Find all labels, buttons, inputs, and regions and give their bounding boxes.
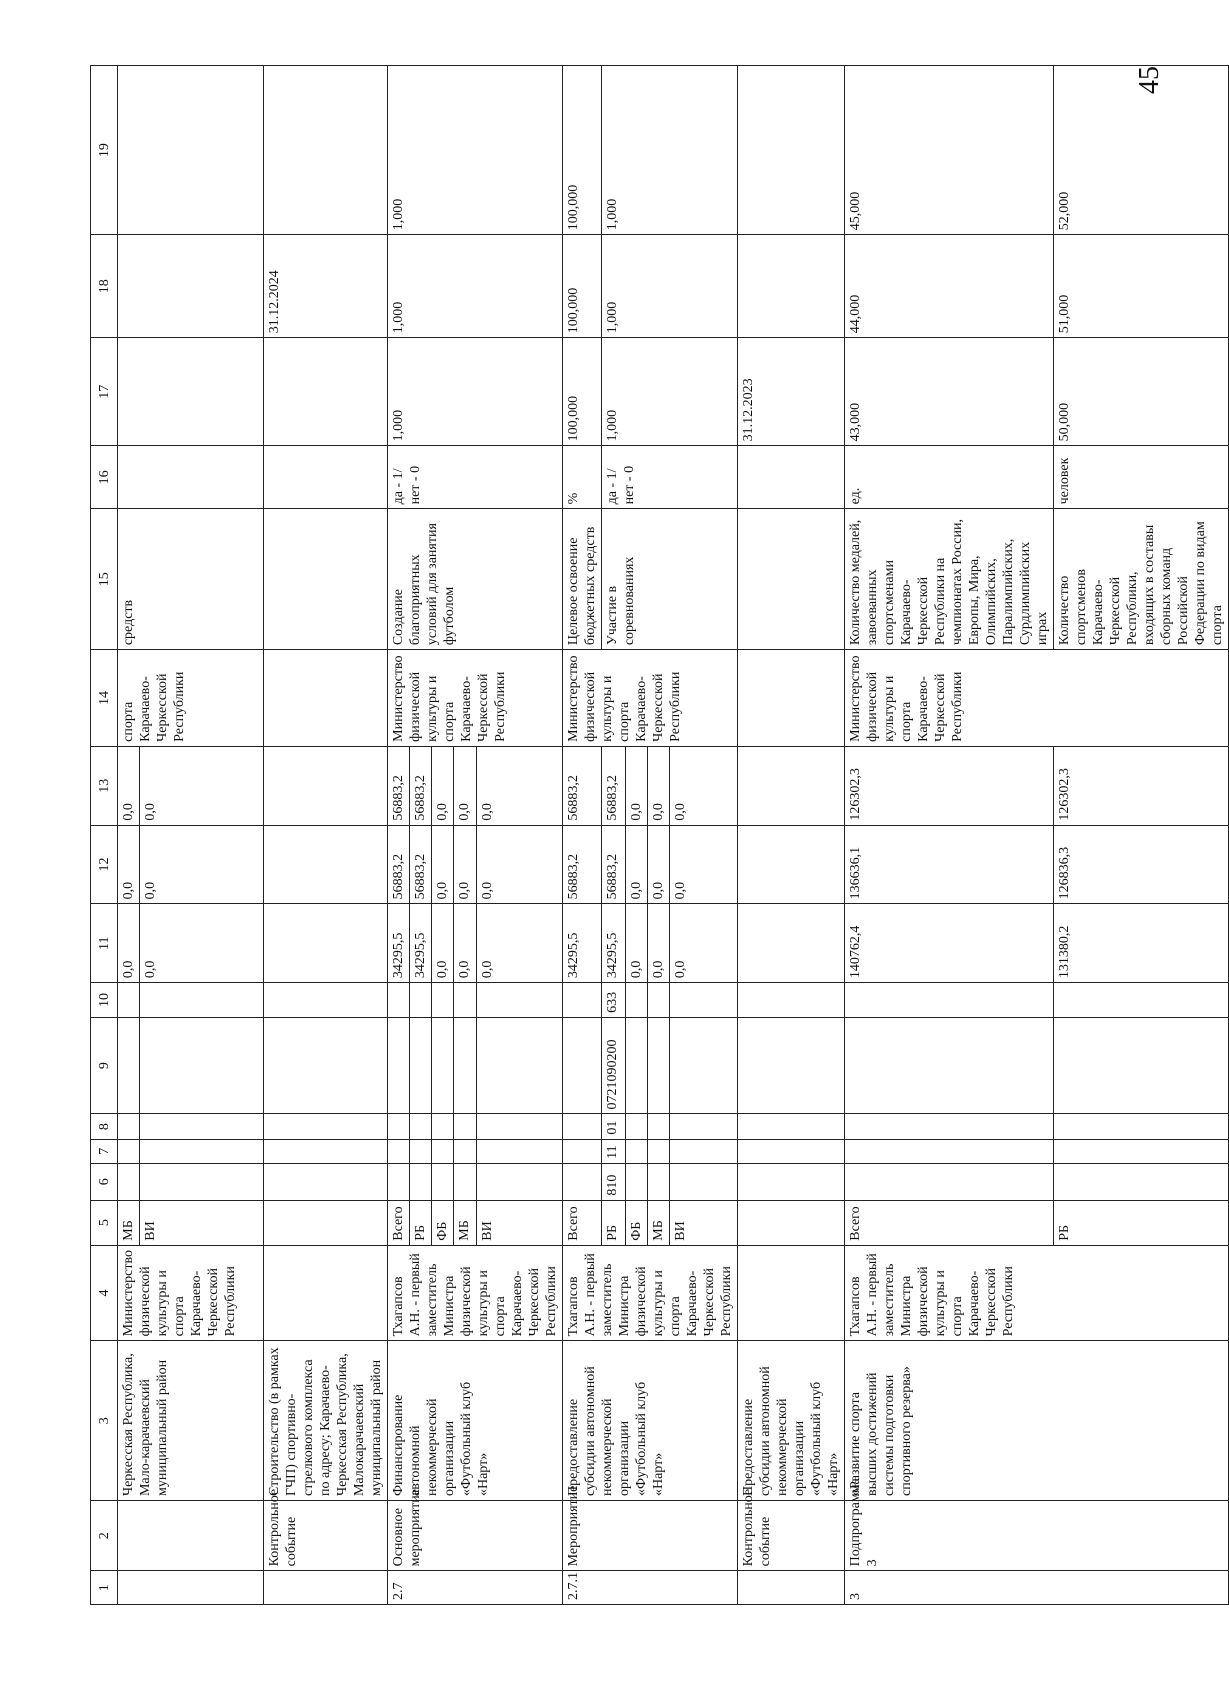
table-cell bbox=[264, 904, 388, 983]
table-cell bbox=[738, 1200, 845, 1245]
value-cell: 1,000 bbox=[388, 66, 563, 235]
type-cell: Контрольное событие bbox=[738, 1501, 845, 1571]
table-cell bbox=[626, 1114, 648, 1139]
table-cell bbox=[118, 1163, 140, 1200]
kbk-cell: 810 bbox=[602, 1163, 626, 1200]
table-cell bbox=[738, 1163, 845, 1200]
amount-cell: 0,0 bbox=[670, 825, 738, 904]
table-cell bbox=[264, 338, 388, 446]
title-cell: Строительство (в рамках ГЧП) спортивно-стрелкового комплекса по адресу; Карачаево-Черкесская Республика, Малокарачаевский муниципальный район bbox=[264, 1341, 388, 1501]
indicator-cell: Целевое освоение бюджетных средств bbox=[563, 509, 602, 650]
table-cell bbox=[626, 1163, 648, 1200]
table-cell bbox=[410, 1114, 432, 1139]
amount-cell: 131380,2 bbox=[1054, 904, 1229, 983]
amount-cell: 140762,4 bbox=[845, 904, 1054, 983]
responsible-cell: Тхагапсов А.Н. - первый заместитель Министра физической культуры и спорта Карачаево-Черкесской Республики bbox=[388, 1245, 563, 1341]
table-cell bbox=[388, 1114, 410, 1139]
amount-cell: 34295,5 bbox=[602, 904, 626, 983]
table-cell bbox=[432, 1114, 454, 1139]
table-cell bbox=[432, 1017, 454, 1114]
indicator-cell: средств bbox=[118, 509, 264, 650]
value-cell: 45,000 bbox=[845, 66, 1054, 235]
amount-cell: 56883,2 bbox=[410, 825, 432, 904]
amount-cell: 0,0 bbox=[670, 904, 738, 983]
amount-cell: 56883,2 bbox=[410, 746, 432, 825]
source-cell: Всего bbox=[845, 1200, 1054, 1245]
table-cell bbox=[264, 1200, 388, 1245]
indicator-cell: Участие в соревнованиях bbox=[602, 509, 738, 650]
table-cell bbox=[845, 1017, 1054, 1114]
table-cell bbox=[1054, 1139, 1229, 1163]
table-row bbox=[388, 66, 410, 1605]
table-cell bbox=[118, 1571, 264, 1605]
table-cell bbox=[264, 1571, 388, 1605]
table-cell bbox=[648, 1163, 670, 1200]
table-cell bbox=[410, 1017, 432, 1114]
amount-cell: 0,0 bbox=[648, 825, 670, 904]
table-cell bbox=[264, 650, 388, 747]
table-cell bbox=[738, 1114, 845, 1139]
table-cell bbox=[476, 983, 563, 1018]
responsible-cell: Тхагапсов А.Н. - первый заместитель Министра физической культуры и спорта Карачаево-Черкесской Республики bbox=[563, 1245, 738, 1341]
value-cell: 1,000 bbox=[602, 235, 738, 338]
amount-cell: 0,0 bbox=[626, 746, 648, 825]
amount-cell: 136636,1 bbox=[845, 825, 1054, 904]
col-num-19: 19 bbox=[91, 66, 118, 235]
table-cell bbox=[118, 446, 264, 509]
amount-cell: 56883,2 bbox=[602, 746, 626, 825]
table-cell bbox=[118, 1139, 140, 1163]
source-cell: РБ bbox=[1054, 1200, 1229, 1245]
amount-cell: 0,0 bbox=[454, 746, 476, 825]
title-cell: «Развитие спорта высших достижений системы подготовки спортивного резерва» bbox=[845, 1341, 1229, 1501]
table-cell bbox=[563, 983, 602, 1018]
col-num-16: 16 bbox=[91, 446, 118, 509]
table-cell bbox=[410, 1139, 432, 1163]
col-num-3: 3 bbox=[91, 1341, 118, 1501]
col-num-12: 12 bbox=[91, 825, 118, 904]
col-num-2: 2 bbox=[91, 1501, 118, 1571]
amount-cell: 0,0 bbox=[118, 746, 140, 825]
amount-cell: 34295,5 bbox=[563, 904, 602, 983]
amount-cell: 0,0 bbox=[432, 904, 454, 983]
value-cell: 1,000 bbox=[602, 66, 738, 235]
date-cell: 31.12.2024 bbox=[264, 235, 388, 338]
col-num-10: 10 bbox=[91, 983, 118, 1018]
table-cell bbox=[845, 1139, 1054, 1163]
table-cell bbox=[845, 1163, 1054, 1200]
amount-cell: 0,0 bbox=[140, 746, 264, 825]
kbk-cell: 01 bbox=[602, 1114, 626, 1139]
source-cell: МБ bbox=[454, 1200, 476, 1245]
unit-cell: да - 1/ нет - 0 bbox=[388, 446, 563, 509]
table-cell bbox=[264, 1114, 388, 1139]
unit-cell: да - 1/ нет - 0 bbox=[602, 446, 738, 509]
col-num-11: 11 bbox=[91, 904, 118, 983]
table-row bbox=[845, 66, 1054, 1605]
table-cell bbox=[845, 1114, 1054, 1139]
amount-cell: 0,0 bbox=[648, 746, 670, 825]
source-cell: Всего bbox=[388, 1200, 410, 1245]
value-cell: 100,000 bbox=[563, 66, 602, 235]
col-num-4: 4 bbox=[91, 1245, 118, 1341]
amount-cell: 0,0 bbox=[432, 746, 454, 825]
title-cell: Финансирование автономной некоммерческой организации «Футбольный клуб «Нарт» bbox=[388, 1341, 563, 1501]
table-cell bbox=[118, 338, 264, 446]
table-cell bbox=[264, 66, 388, 235]
table-cell bbox=[264, 446, 388, 509]
title-cell: Предоставление субсидии автономной некоммерческой организации «Футбольный клуб «Нарт» bbox=[563, 1341, 738, 1501]
table-cell bbox=[476, 1114, 563, 1139]
col-num-14: 14 bbox=[91, 650, 118, 747]
amount-cell: 0,0 bbox=[670, 746, 738, 825]
table-cell bbox=[140, 1163, 264, 1200]
col-num-15: 15 bbox=[91, 509, 118, 650]
table-cell bbox=[388, 1163, 410, 1200]
table-cell bbox=[140, 983, 264, 1018]
value-cell: 43,000 bbox=[845, 338, 1054, 446]
col-num-9: 9 bbox=[91, 1017, 118, 1114]
indicator-cell: Количество медалей, завоеванных спортсменами Карачаево-Черкесской Республики на чемпионатах России, Европы, Мира, Олимпийских, Паралимпийских, Сурдлимпийских играх bbox=[845, 509, 1054, 650]
value-cell: 1,000 bbox=[388, 235, 563, 338]
table-cell bbox=[845, 983, 1054, 1018]
number-cell: 2.7 bbox=[388, 1571, 563, 1605]
executor-cell: спорта Карачаево-Черкесской Республики bbox=[118, 650, 264, 747]
table-cell bbox=[648, 1114, 670, 1139]
table-cell bbox=[410, 983, 432, 1018]
amount-cell: 0,0 bbox=[118, 904, 140, 983]
table-cell bbox=[118, 66, 264, 235]
location-cell: Черкесская Республика, Мало-карачаевский муниципальный район bbox=[118, 1341, 264, 1501]
table-cell bbox=[1054, 1163, 1229, 1200]
table-cell bbox=[626, 983, 648, 1018]
column-number-row bbox=[91, 66, 118, 1605]
table-row bbox=[563, 66, 602, 1605]
value-cell: 50,000 bbox=[1054, 338, 1229, 446]
table-cell bbox=[432, 1163, 454, 1200]
type-cell: Контрольное событие bbox=[264, 1501, 388, 1571]
value-cell: 44,000 bbox=[845, 235, 1054, 338]
table-row bbox=[738, 66, 845, 1605]
kbk-cell: 11 bbox=[602, 1139, 626, 1163]
amount-cell: 0,0 bbox=[454, 904, 476, 983]
table-cell bbox=[738, 1571, 845, 1605]
source-cell: РБ bbox=[410, 1200, 432, 1245]
table-cell bbox=[738, 66, 845, 235]
amount-cell: 0,0 bbox=[140, 825, 264, 904]
table-cell bbox=[476, 1139, 563, 1163]
unit-cell: ед. bbox=[845, 446, 1054, 509]
table-cell bbox=[1054, 983, 1229, 1018]
table-cell bbox=[264, 1139, 388, 1163]
table-cell bbox=[264, 983, 388, 1018]
source-cell: МБ bbox=[648, 1200, 670, 1245]
amount-cell: 56883,2 bbox=[563, 825, 602, 904]
executor-cell: Министерство физической культуры и спорта Карачаево-Черкесской Республики bbox=[563, 650, 738, 747]
title-cell: Предоставление субсидии автономной некоммерческой организации «Футбольный клуб «Нарт» bbox=[738, 1341, 845, 1501]
amount-cell: 56883,2 bbox=[388, 825, 410, 904]
table-cell bbox=[140, 1114, 264, 1139]
value-cell: 1,000 bbox=[388, 338, 563, 446]
table-cell bbox=[563, 1163, 602, 1200]
table-cell bbox=[264, 825, 388, 904]
table-cell bbox=[454, 1139, 476, 1163]
executor-cell: Министерство физической культуры и спорта Карачаево-Черкесской Республики bbox=[845, 650, 1229, 747]
amount-cell: 126836,3 bbox=[1054, 825, 1229, 904]
program-table-sheet bbox=[90, 65, 1225, 1605]
amount-cell: 0,0 bbox=[476, 746, 563, 825]
amount-cell: 126302,3 bbox=[1054, 746, 1229, 825]
table-cell bbox=[264, 1017, 388, 1114]
date-cell: 31.12.2023 bbox=[738, 338, 845, 446]
col-num-17: 17 bbox=[91, 338, 118, 446]
table-cell bbox=[454, 1114, 476, 1139]
table-cell bbox=[738, 904, 845, 983]
table-row bbox=[118, 66, 140, 1605]
table-cell bbox=[118, 1114, 140, 1139]
amount-cell: 0,0 bbox=[476, 825, 563, 904]
responsible-cell: Министерство физической культуры и спорта Карачаево-Черкесской Республики bbox=[118, 1245, 264, 1341]
amount-cell: 0,0 bbox=[648, 904, 670, 983]
executor-cell: Министерство физической культуры и спорта Карачаево-Черкесской Республики bbox=[388, 650, 563, 747]
amount-cell: 126302,3 bbox=[845, 746, 1054, 825]
table-cell bbox=[670, 1163, 738, 1200]
amount-cell: 0,0 bbox=[432, 825, 454, 904]
source-cell: ВИ bbox=[670, 1200, 738, 1245]
source-cell: ФБ bbox=[626, 1200, 648, 1245]
table-cell bbox=[264, 1163, 388, 1200]
unit-cell: % bbox=[563, 446, 602, 509]
col-num-18: 18 bbox=[91, 235, 118, 338]
table-cell bbox=[738, 746, 845, 825]
table-cell bbox=[264, 746, 388, 825]
value-cell: 1,000 bbox=[602, 338, 738, 446]
number-cell: 3 bbox=[845, 1571, 1229, 1605]
unit-cell: человек bbox=[1054, 446, 1229, 509]
table-cell bbox=[410, 1163, 432, 1200]
kbk-cell: 0721090200 bbox=[602, 1017, 626, 1114]
amount-cell: 0,0 bbox=[626, 904, 648, 983]
table-cell bbox=[563, 1139, 602, 1163]
table-cell bbox=[1054, 1017, 1229, 1114]
col-num-6: 6 bbox=[91, 1163, 118, 1200]
amount-cell: 0,0 bbox=[454, 825, 476, 904]
table-cell bbox=[738, 235, 845, 338]
table-cell bbox=[118, 1017, 140, 1114]
table-cell bbox=[738, 509, 845, 650]
type-cell: Подпрограмма 3 bbox=[845, 1501, 1229, 1571]
table-cell bbox=[140, 1139, 264, 1163]
table-cell bbox=[388, 1139, 410, 1163]
amount-cell: 56883,2 bbox=[388, 746, 410, 825]
table-cell bbox=[648, 1017, 670, 1114]
value-cell: 100,000 bbox=[563, 338, 602, 446]
table-cell bbox=[454, 1163, 476, 1200]
table-cell bbox=[563, 1017, 602, 1114]
table-cell bbox=[388, 1017, 410, 1114]
table-cell bbox=[648, 983, 670, 1018]
table-cell bbox=[118, 983, 140, 1018]
table-cell bbox=[264, 1245, 388, 1341]
table-cell bbox=[738, 825, 845, 904]
col-num-13: 13 bbox=[91, 746, 118, 825]
program-table bbox=[90, 65, 1229, 1605]
value-cell: 100,000 bbox=[563, 235, 602, 338]
table-cell bbox=[670, 1114, 738, 1139]
table-row bbox=[264, 66, 388, 1605]
table-cell bbox=[118, 1501, 264, 1571]
table-cell bbox=[626, 1139, 648, 1163]
table-cell bbox=[476, 1163, 563, 1200]
table-cell bbox=[432, 1139, 454, 1163]
source-cell: РБ bbox=[602, 1200, 626, 1245]
amount-cell: 34295,5 bbox=[388, 904, 410, 983]
table-cell bbox=[118, 235, 264, 338]
source-cell: ФБ bbox=[432, 1200, 454, 1245]
table-cell bbox=[670, 1139, 738, 1163]
table-cell bbox=[670, 1017, 738, 1114]
indicator-cell: Количество спортсменов Карачаево-Черкесской Республики, входящих в составы сборных команд Российской Федерации по видам спорта bbox=[1054, 509, 1229, 650]
table-cell bbox=[563, 1114, 602, 1139]
col-num-1: 1 bbox=[91, 1571, 118, 1605]
indicator-cell: Создание благоприятных условий для занятия футболом bbox=[388, 509, 563, 650]
source-cell: Всего bbox=[563, 1200, 602, 1245]
page-number: 45 bbox=[1134, 66, 1165, 94]
col-num-8: 8 bbox=[91, 1114, 118, 1139]
amount-cell: 56883,2 bbox=[602, 825, 626, 904]
value-cell: 51,000 bbox=[1054, 235, 1229, 338]
table-cell bbox=[140, 1017, 264, 1114]
table-cell bbox=[738, 650, 845, 747]
table-cell bbox=[476, 1017, 563, 1114]
number-cell: 2.7.1 bbox=[563, 1571, 738, 1605]
responsible-cell: Тхагапсов А.Н. - первый заместитель Министра физической культуры и спорта Карачаево-Черкесской Республики bbox=[845, 1245, 1229, 1341]
table-cell bbox=[454, 1017, 476, 1114]
table-cell bbox=[738, 1245, 845, 1341]
table-cell bbox=[388, 983, 410, 1018]
table-cell bbox=[648, 1139, 670, 1163]
source-cell: ВИ bbox=[140, 1200, 264, 1245]
table-cell bbox=[432, 983, 454, 1018]
col-num-5: 5 bbox=[91, 1200, 118, 1245]
type-cell: Основное мероприятие bbox=[388, 1501, 563, 1571]
table-cell bbox=[738, 983, 845, 1018]
amount-cell: 34295,5 bbox=[410, 904, 432, 983]
amount-cell: 0,0 bbox=[140, 904, 264, 983]
col-num-7: 7 bbox=[91, 1139, 118, 1163]
value-cell: 52,000 bbox=[1054, 66, 1229, 235]
table-cell bbox=[738, 1139, 845, 1163]
amount-cell: 0,0 bbox=[476, 904, 563, 983]
table-cell bbox=[1054, 1114, 1229, 1139]
table-cell bbox=[264, 509, 388, 650]
kbk-cell: 633 bbox=[602, 983, 626, 1018]
source-cell: МБ bbox=[118, 1200, 140, 1245]
table-cell bbox=[626, 1017, 648, 1114]
table-cell bbox=[738, 446, 845, 509]
table-cell bbox=[454, 983, 476, 1018]
type-cell: Мероприятие bbox=[563, 1501, 738, 1571]
table-cell bbox=[670, 983, 738, 1018]
amount-cell: 0,0 bbox=[118, 825, 140, 904]
amount-cell: 56883,2 bbox=[563, 746, 602, 825]
source-cell: ВИ bbox=[476, 1200, 563, 1245]
amount-cell: 0,0 bbox=[626, 825, 648, 904]
table-cell bbox=[738, 1017, 845, 1114]
